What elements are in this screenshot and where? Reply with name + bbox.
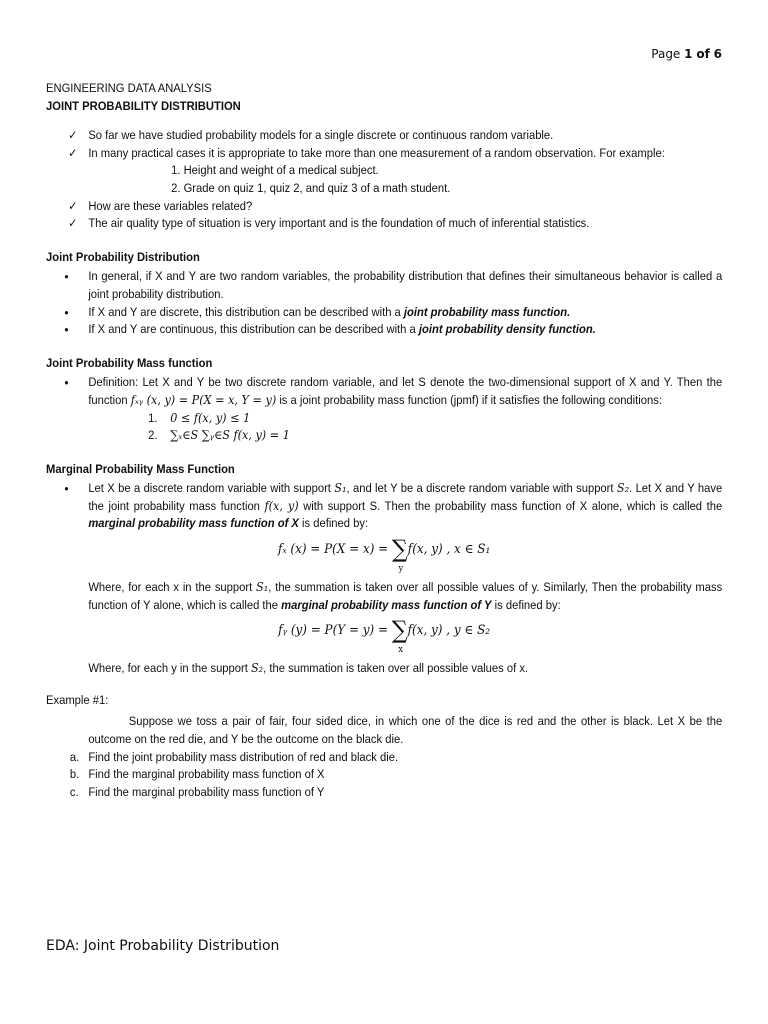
mpmf-text: , the summation is taken over all possible values of x. bbox=[263, 661, 529, 676]
example-questions bbox=[46, 749, 722, 802]
jpd-item: • In general, if X and Y are two random variables, the probability distribution that defines their simultaneous behavior is called a joint probability distribution. bbox=[46, 268, 722, 303]
sigma-subscript: x bbox=[398, 645, 403, 656]
example-text: Suppose we toss a pair of fair, four sided dice, in which one of the dice is red and the other is black. Let X be the outcome on the red die, and Y be the outcome on the black die. bbox=[88, 714, 723, 747]
example-line: 1. Height and weight of a medical subject. bbox=[171, 163, 379, 178]
intro-list bbox=[46, 127, 722, 233]
section-heading: Marginal Probability Mass Function bbox=[46, 461, 235, 476]
condition-number: 1. bbox=[148, 410, 158, 425]
sigma-symbol: ∑ x bbox=[392, 616, 408, 644]
example-title: Example #1: bbox=[46, 692, 109, 707]
question-item bbox=[46, 766, 722, 784]
mpmf-text: Where, for each y in the support bbox=[88, 661, 251, 676]
mpmf-text: with support S. Then the probability mass function of X alone, which is called the bbox=[298, 498, 723, 513]
question-text: Find the marginal probability mass function of X bbox=[88, 767, 325, 782]
jpd-emphasis: joint probability density function. bbox=[418, 322, 596, 337]
equation-left: fₓ (x) = P(X = x) = bbox=[277, 542, 393, 558]
jpd-item-text: If X and Y are continuous, this distribution can be described with a bbox=[88, 322, 419, 337]
jpd-item bbox=[46, 304, 722, 322]
definition-text: Definition: Let X and Y be two discrete random variable, and let S denote the two-dimensional support of X and Y. Then the function bbox=[88, 375, 723, 407]
definition-formula: fₓᵧ (x, y) = P(X = x, Y = y) bbox=[130, 392, 277, 407]
intro-item: ✓ How are these variables related? bbox=[46, 198, 722, 216]
support-s2: S₂ bbox=[250, 661, 264, 676]
jpd-item-text: If X and Y are discrete, this distribution can be described with a bbox=[88, 304, 404, 319]
mpmf-paragraph bbox=[46, 660, 722, 678]
mpmf-list bbox=[46, 480, 722, 533]
support-s1: S₁ bbox=[334, 481, 347, 496]
question-letter: a. bbox=[69, 749, 80, 764]
intro-item: ✓ So far we have studied probability models for a single discrete or continuous random variable. bbox=[46, 127, 722, 145]
sigma-subscript: y bbox=[398, 564, 404, 575]
document-title: JOINT PROBABILITY DISTRIBUTION bbox=[46, 98, 241, 113]
condition-formula: 0 ≤ f(x, y) ≤ 1 bbox=[170, 410, 251, 425]
document-body bbox=[46, 80, 722, 801]
page-total: 6 bbox=[713, 47, 722, 61]
mpmf-text: , the summation is taken over all possible values of y. Similarly, Then the probability mass function of Y alone, which is called the bbox=[88, 580, 723, 612]
page-of: of bbox=[696, 47, 710, 61]
mpmf-paragraph bbox=[46, 579, 722, 614]
jpd-emphasis: joint probability mass function. bbox=[403, 304, 571, 319]
mpmf-text: Let X be a discrete random variable with support bbox=[88, 481, 335, 496]
sigma-symbol: ∑ y bbox=[392, 535, 408, 563]
section-heading: Joint Probability Distribution bbox=[46, 249, 200, 264]
question-text: Find the joint probability mass distribution of red and black die. bbox=[88, 749, 399, 764]
mpmf-emphasis: marginal probability mass function of X bbox=[88, 516, 299, 531]
support-s2: S₂ bbox=[616, 481, 630, 496]
section-heading: Joint Probability Mass function bbox=[46, 355, 213, 370]
condition-number: 2. bbox=[148, 428, 158, 443]
mpmf-item bbox=[46, 480, 722, 533]
support-s1: S₁ bbox=[256, 580, 269, 595]
intro-item bbox=[46, 145, 722, 198]
course-name: ENGINEERING DATA ANALYSIS bbox=[46, 81, 212, 95]
mpmf-emphasis: marginal probability mass function of Y bbox=[281, 597, 492, 612]
page-current: 1 bbox=[684, 47, 693, 61]
mpmf-text: , and let Y be a discrete random variable with support bbox=[346, 481, 617, 496]
mpmf-text: is defined by: bbox=[298, 516, 369, 531]
equation-marginal-y bbox=[46, 616, 722, 656]
page-footer: EDA: Joint Probability Distribution bbox=[46, 938, 280, 954]
equation-left: fᵧ (y) = P(Y = y) = bbox=[278, 623, 392, 639]
question-text: Find the marginal probability mass function of Y bbox=[88, 784, 325, 799]
intro-item-text: In many practical cases it is appropriate to take more than one measurement of a random observation. For example: bbox=[88, 145, 665, 160]
page-label: Page bbox=[651, 47, 681, 61]
mpmf-text: is defined by: bbox=[491, 597, 561, 612]
jpd-item bbox=[46, 321, 722, 339]
condition-2 bbox=[46, 427, 722, 445]
equation-right: f(x, y) , y ∈ S₂ bbox=[407, 623, 491, 639]
question-item bbox=[46, 784, 722, 802]
equation-right: f(x, y) , x ∈ S₁ bbox=[407, 542, 491, 558]
definition-text: is a joint probability mass function (jpmf) if it satisfies the following conditions: bbox=[276, 392, 662, 407]
mpmf-text: Where, for each x in the support bbox=[88, 580, 257, 595]
question-letter: c. bbox=[69, 784, 79, 799]
intro-item: ✓ The air quality type of situation is very important and is the foundation of much of inferential statistics. bbox=[46, 215, 722, 233]
condition-1 bbox=[46, 410, 722, 428]
condition-formula: ∑ₓ∈S ∑ᵧ∈S f(x, y) = 1 bbox=[170, 428, 290, 443]
jpd-list bbox=[46, 268, 722, 338]
mpmf-text: . Let X and Y have the joint probability mass function bbox=[88, 481, 723, 513]
question-letter: b. bbox=[69, 767, 80, 782]
equation-marginal-x bbox=[46, 535, 722, 575]
definition-item bbox=[46, 374, 722, 409]
joint-function: f(x, y) bbox=[264, 498, 299, 513]
jpmf-list bbox=[46, 374, 722, 409]
page-number bbox=[651, 47, 722, 61]
example-line: 2. Grade on quiz 1, quiz 2, and quiz 3 of a math student. bbox=[171, 180, 451, 195]
question-item bbox=[46, 749, 722, 767]
